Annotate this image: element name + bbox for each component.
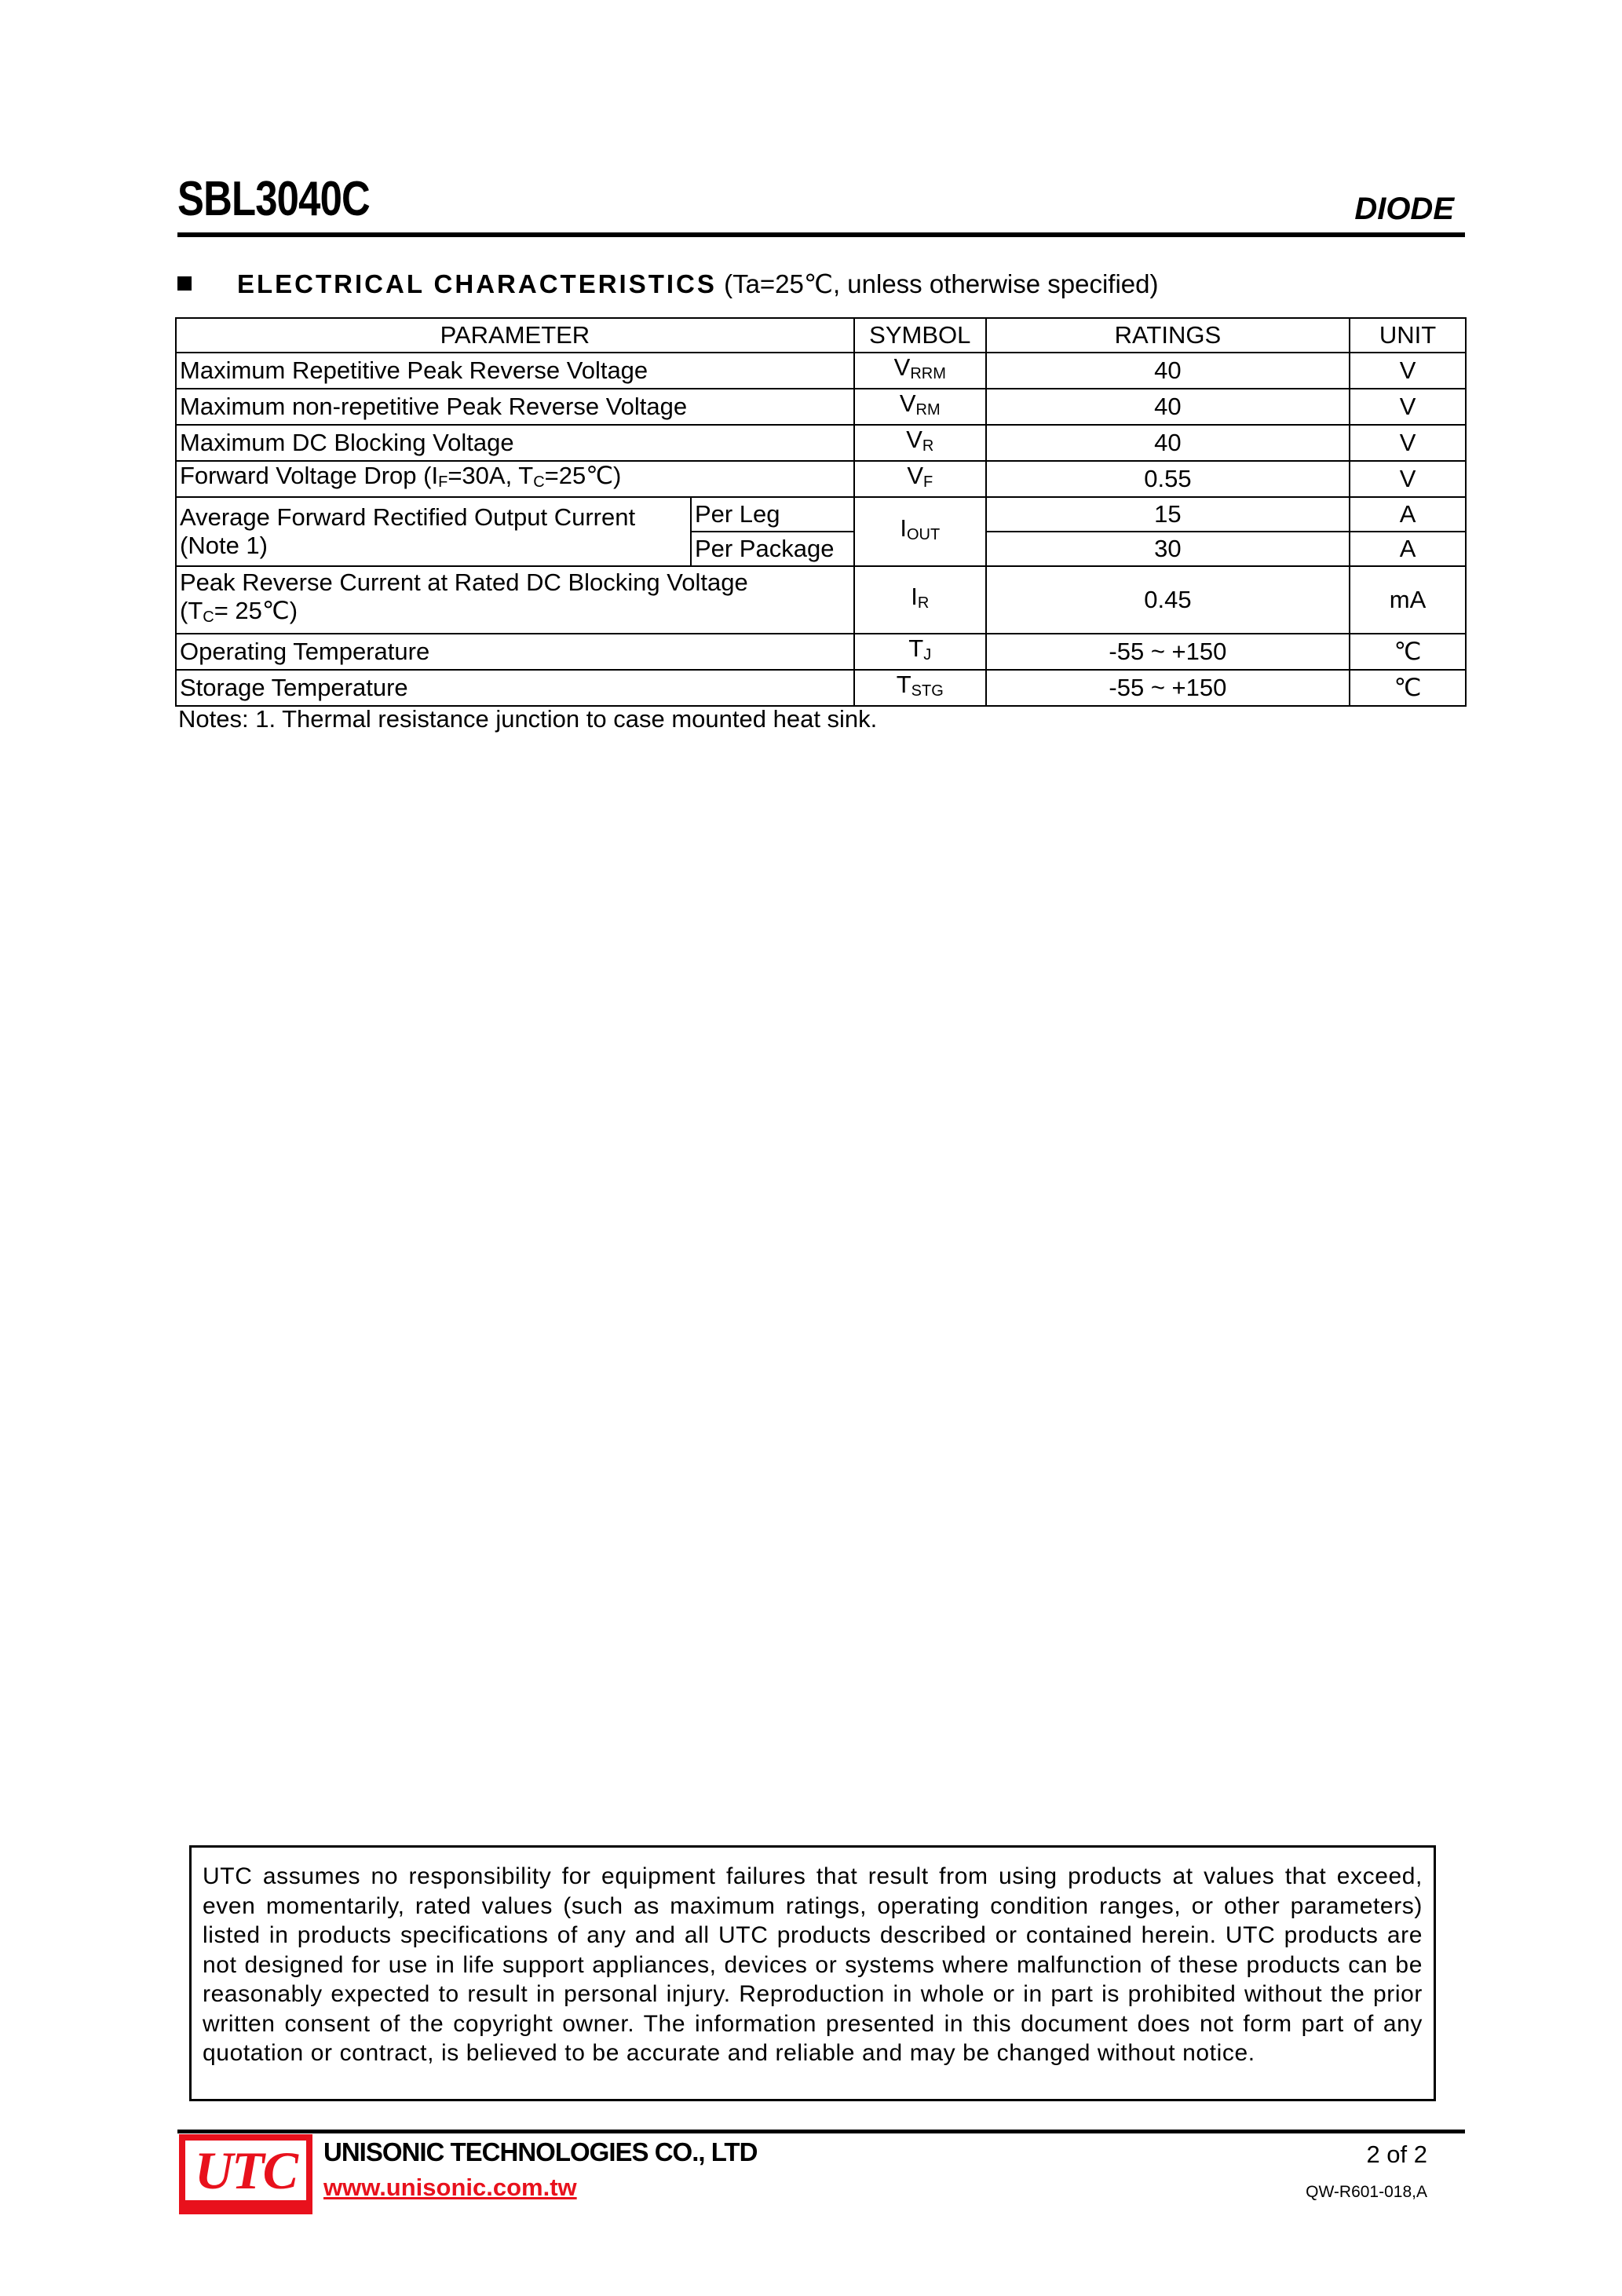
section-heading xyxy=(177,269,1159,299)
symbol-cell: $V_R$ xyxy=(854,425,986,461)
symbol-cell: $I_{OUT}$ xyxy=(854,497,986,566)
part-number: SBL3040C xyxy=(177,172,370,226)
table-notes: Notes: 1. Thermal resistance junction to case mounted heat sink. xyxy=(178,705,878,733)
rating-cell: 15 xyxy=(986,497,1350,532)
table-header-row xyxy=(176,318,1466,353)
square-bullet-icon xyxy=(177,276,192,291)
unit-cell: ℃ xyxy=(1350,670,1466,706)
unit-cell: A xyxy=(1350,497,1466,532)
section-condition: (Ta=25℃, unless otherwise specified) xyxy=(724,269,1159,298)
footer-rule xyxy=(177,2130,1465,2133)
table-row xyxy=(176,566,1466,634)
table-row xyxy=(176,634,1466,670)
utc-logo xyxy=(179,2134,312,2214)
unit-cell: V xyxy=(1350,461,1466,497)
document-code: QW-R601-018,A xyxy=(1306,2183,1427,2201)
parameter-cell: Maximum Repetitive Peak Reverse Voltage xyxy=(176,353,854,389)
electrical-characteristics-table xyxy=(175,317,1467,707)
rating-cell: 40 xyxy=(986,425,1350,461)
unit-cell: ℃ xyxy=(1350,634,1466,670)
parameter-cell: Peak Reverse Current at Rated DC Blocking Voltage ($T_C=$ 25℃) xyxy=(176,566,854,634)
parameter-cell: Average Forward Rectified Output Current (Note 1) xyxy=(176,497,691,566)
parameter-cell: Forward Voltage Drop ($I_F=30A$, $T_C=25℃$) xyxy=(176,461,854,497)
company-website-link[interactable]: www.unisonic.com.tw xyxy=(323,2174,577,2201)
symbol-cell: $I_R$ xyxy=(854,566,986,634)
utc-logo-text: UTC xyxy=(185,2141,306,2200)
symbol-cell: $T_J$ xyxy=(854,634,986,670)
header-rule xyxy=(177,232,1465,237)
rating-cell: 30 xyxy=(986,532,1350,566)
symbol-cell: $V_F$ xyxy=(854,461,986,497)
table-row xyxy=(176,461,1466,497)
unit-cell: V xyxy=(1350,425,1466,461)
parameter-cell: Operating Temperature xyxy=(176,634,854,670)
table-row xyxy=(176,425,1466,461)
document-type: DIODE xyxy=(1354,192,1454,226)
unit-cell: V xyxy=(1350,389,1466,425)
symbol-cell: $V_{RM}$ xyxy=(854,389,986,425)
rating-cell: 40 xyxy=(986,353,1350,389)
rating-cell: 0.55 xyxy=(986,461,1350,497)
symbol-cell: $V_{RRM}$ xyxy=(854,353,986,389)
rating-cell: 40 xyxy=(986,389,1350,425)
rating-cell: -55 ~ +150 xyxy=(986,670,1350,706)
unit-cell: V xyxy=(1350,353,1466,389)
header-ratings: RATINGS xyxy=(986,318,1350,353)
disclaimer-box: UTC assumes no responsibility for equipment failures that result from using products at values that exceed, even momentarily, rated values (such as maximum ratings, operating condition ranges, or other parameters) listed in products specifications of any and all UTC products described or contained herein. UTC products are not designed for use in life support appliances, devices or systems where malfunction of these products can be reasonably expected to result in personal injury. Reproduction in whole or in part is prohibited without the prior written consent of the copyright owner. The information presented in this document does not form part of any quotation or contract, is believed to be accurate and reliable and may be changed without notice. xyxy=(189,1845,1436,2101)
sub-parameter-cell: Per Leg xyxy=(691,497,854,532)
table-row xyxy=(176,497,1466,532)
symbol-cell: $T_{STG}$ xyxy=(854,670,986,706)
rating-cell: 0.45 xyxy=(986,566,1350,634)
parameter-cell: Maximum DC Blocking Voltage xyxy=(176,425,854,461)
parameter-cell: Maximum non-repetitive Peak Reverse Voltage xyxy=(176,389,854,425)
page-number: 2 of 2 xyxy=(1366,2141,1427,2168)
header-symbol: SYMBOL xyxy=(854,318,986,353)
table-row xyxy=(176,670,1466,706)
company-name: UNISONIC TECHNOLOGIES CO., LTD xyxy=(323,2137,758,2166)
parameter-cell: Storage Temperature xyxy=(176,670,854,706)
unit-cell: A xyxy=(1350,532,1466,566)
table-row xyxy=(176,389,1466,425)
section-title: ELECTRICAL CHARACTERISTICS xyxy=(237,269,717,298)
unit-cell: mA xyxy=(1350,566,1466,634)
sub-parameter-cell: Per Package xyxy=(691,532,854,566)
table-row xyxy=(176,353,1466,389)
header-parameter: PARAMETER xyxy=(176,318,854,353)
rating-cell: -55 ~ +150 xyxy=(986,634,1350,670)
header-unit: UNIT xyxy=(1350,318,1466,353)
